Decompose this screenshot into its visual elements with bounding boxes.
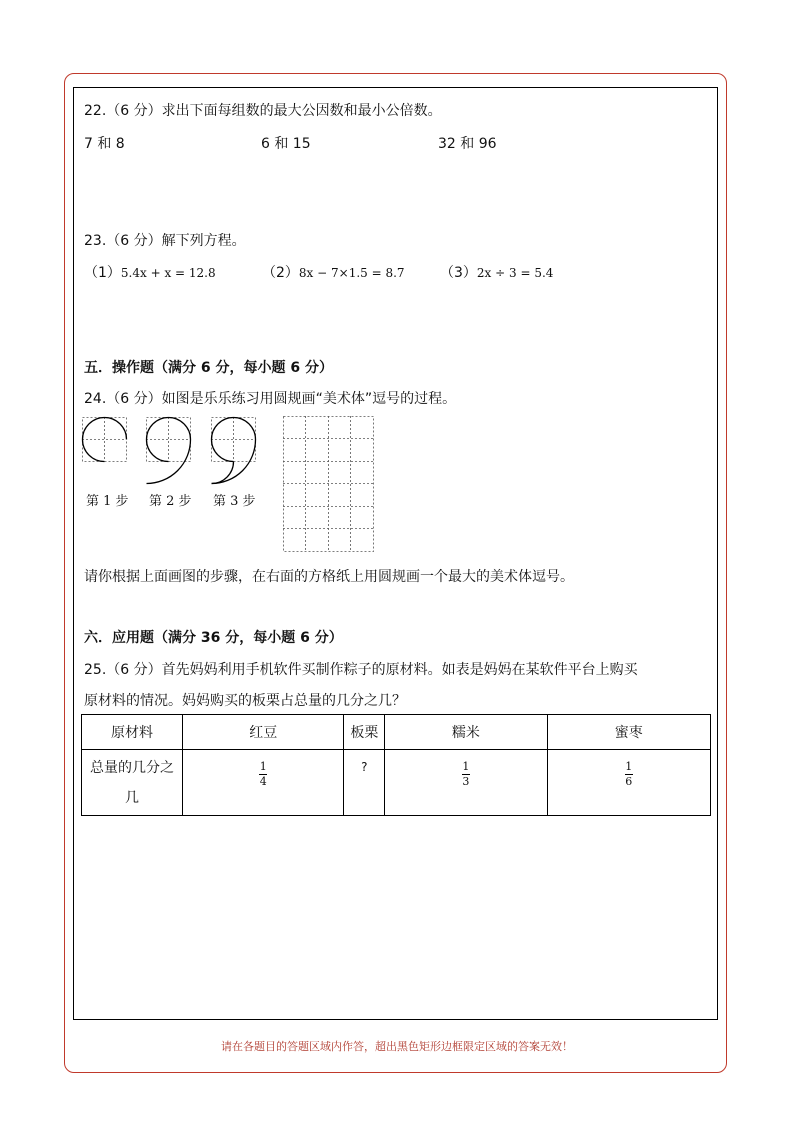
- step-2-caption: 第 2 步: [149, 494, 192, 509]
- header-cell: 蜜枣: [547, 715, 710, 750]
- denominator: 6: [625, 775, 633, 788]
- denominator: 3: [462, 775, 470, 788]
- q23-item-2: [262, 262, 405, 282]
- cell-chestnut: ?: [344, 750, 385, 816]
- q25-text-line-1: 25.（6 分）首先妈妈利用手机软件买制作粽子的原材料。如表是妈妈在某软件平台上购买: [84, 662, 638, 678]
- step-2-figure: [146, 417, 194, 485]
- q23-item-label: （2）: [262, 265, 299, 281]
- q23-item-label: （3）: [440, 265, 477, 281]
- section-6-heading: 六．应用题（满分 36 分，每小题 6 分）: [84, 630, 343, 646]
- numerator: 1: [259, 760, 267, 773]
- q22-group-2: 6 和 15: [261, 136, 311, 152]
- header-cell: 板栗: [344, 715, 385, 750]
- q23-equation: 5.4x + x = 12.8: [120, 266, 216, 280]
- cell-candied-date: [547, 750, 710, 816]
- q24-instruction: 请你根据上面画图的步骤，在右面的方格纸上用圆规画一个最大的美术体逗号。: [84, 569, 574, 585]
- row-label-line-2: 几: [125, 789, 140, 806]
- row-label: [82, 750, 183, 816]
- q24-title: 24.（6 分）如图是乐乐练习用圆规画“美术体”逗号的过程。: [84, 391, 457, 407]
- cell-red-bean: [183, 750, 344, 816]
- materials-table: [81, 714, 711, 816]
- section-5-heading: 五．操作题（满分 6 分，每小题 6 分）: [84, 360, 333, 376]
- fraction: [625, 761, 633, 788]
- step-3-caption: 第 3 步: [213, 494, 256, 509]
- q23-equation: 2x ÷ 3 = 5.4: [476, 266, 554, 280]
- footer-notice: 请在各题目的答题区域内作答，超出黑色矩形边框限定区域的答案无效！: [221, 1040, 573, 1053]
- row-label-line-1: 总量的几分之: [90, 759, 175, 776]
- header-cell: 原材料: [82, 715, 183, 750]
- answer-area-frame: [73, 87, 718, 1020]
- table-row: [82, 750, 711, 816]
- fraction: [259, 761, 267, 788]
- q22-group-3: 32 和 96: [438, 136, 497, 152]
- denominator: 4: [259, 775, 267, 788]
- q23-item-3: [440, 262, 553, 282]
- numerator: 1: [462, 760, 470, 773]
- q25-text-line-2: 原材料的情况。妈妈购买的板栗占总量的几分之几？: [84, 693, 406, 709]
- q23-title: 23.（6 分）解下列方程。: [84, 233, 246, 249]
- step-1-figure: [82, 417, 130, 485]
- q23-equation: 8x − 7×1.5 = 8.7: [298, 266, 405, 280]
- q22-group-1: 7 和 8: [84, 136, 125, 152]
- header-cell: 红豆: [183, 715, 344, 750]
- grid-paper: [283, 416, 375, 553]
- q22-title: 22.（6 分）求出下面每组数的最大公因数和最小公倍数。: [84, 103, 442, 119]
- step-3-figure: [211, 417, 259, 485]
- table-header-row: [82, 715, 711, 750]
- header-cell: 糯米: [385, 715, 547, 750]
- q23-item-1: [84, 262, 216, 282]
- q23-item-label: （1）: [84, 265, 121, 281]
- numerator: 1: [625, 760, 633, 773]
- fraction: [462, 761, 470, 788]
- cell-glutinous-rice: [385, 750, 547, 816]
- step-1-caption: 第 1 步: [86, 494, 129, 509]
